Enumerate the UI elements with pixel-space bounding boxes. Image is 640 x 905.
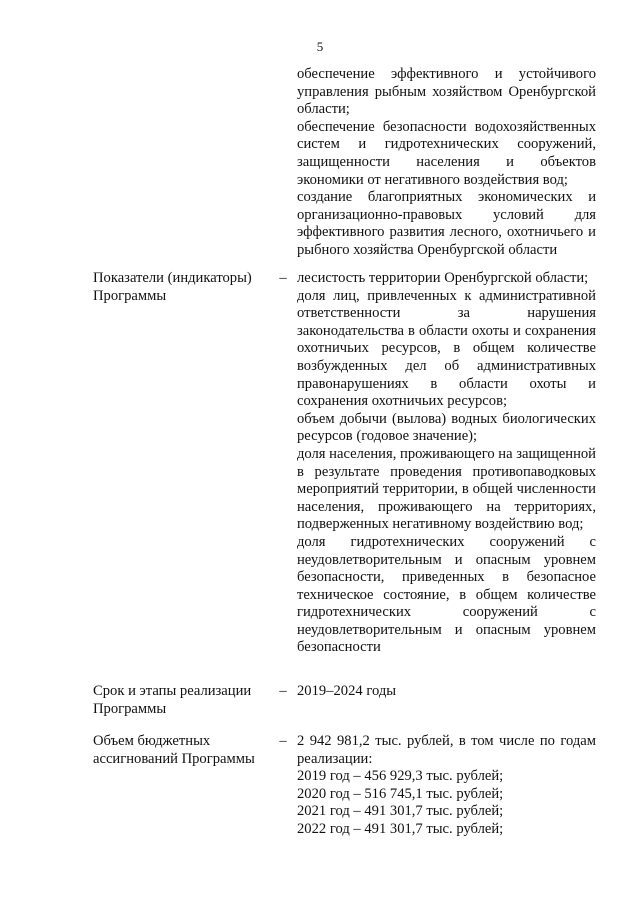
budget-year-row: 2019 год – 456 929,3 тыс. рублей; [297,768,504,785]
goals-list [297,66,596,260]
budget-dash: – [279,733,287,749]
goal-item: обеспечение безопасности водохозяйственных систем и гидротехнических сооружений, защищенности населения и объектов экономики от негативного воздействия вод; [297,118,596,188]
budget-year-row: 2022 год – 491 301,7 тыс. рублей; [297,820,504,837]
indicator-item: объем добычи (вылова) водных биологических ресурсов (годовое значение); [297,410,596,445]
terms-dash: – [279,683,287,699]
terms-value [297,683,596,701]
budget-year-row: 2020 год – 516 745,1 тыс. рублей; [297,785,504,802]
budget-year-row: 2021 год – 491 301,7 тыс. рублей; [297,803,504,820]
indicators-label: Показатели (индикаторы) Программы [93,270,252,304]
goal-item: создание благоприятных экономических и организационно-правовых условий для эффективного развития лесного, охотничьего и рыбного хозяйства Оренбургской области [297,189,596,258]
indicators-dash: – [279,270,287,286]
indicator-item: доля населения, проживающего на защищенной в результате проведения противопаводковых мероприятий территории, в общей численности населения, проживающего на территориях, подверженных негативному воздействию вод; [297,445,596,533]
budget-total: 2 942 981,2 тыс. рублей, в том числе по годам реализации: [297,733,596,767]
budget-value [297,733,596,839]
terms-label: Срок и этапы реализации Программы [93,683,252,717]
indicator-item: доля лиц, привлеченных к административной ответственности за нарушения законодательства в области охоты и сохранения охотничьих ресурсов, в общем количестве возбужденных дел об административных правонарушениях в области охоты и сохранения охотничьих ресурсов; [297,287,596,410]
indicators-list [297,270,596,657]
indicator-item: лесистость территории Оренбургской области; [297,270,589,286]
page-number: 5 [316,39,324,54]
goal-item: обеспечение эффективного и устойчивого управления рыбным хозяйством Оренбургской области; [297,66,596,118]
terms-years: 2019–2024 годы [297,683,397,699]
budget-label: Объем бюджетных ассигнований Программы [93,733,255,767]
indicator-item: доля гидротехнических сооружений с неудовлетворительным и опасным уровнем безопасности, приведенных в безопасное техническое состояние, в общем количестве гидротехнических сооружений с неудовлетворительным и опасным уровнем безопасности [297,533,596,656]
